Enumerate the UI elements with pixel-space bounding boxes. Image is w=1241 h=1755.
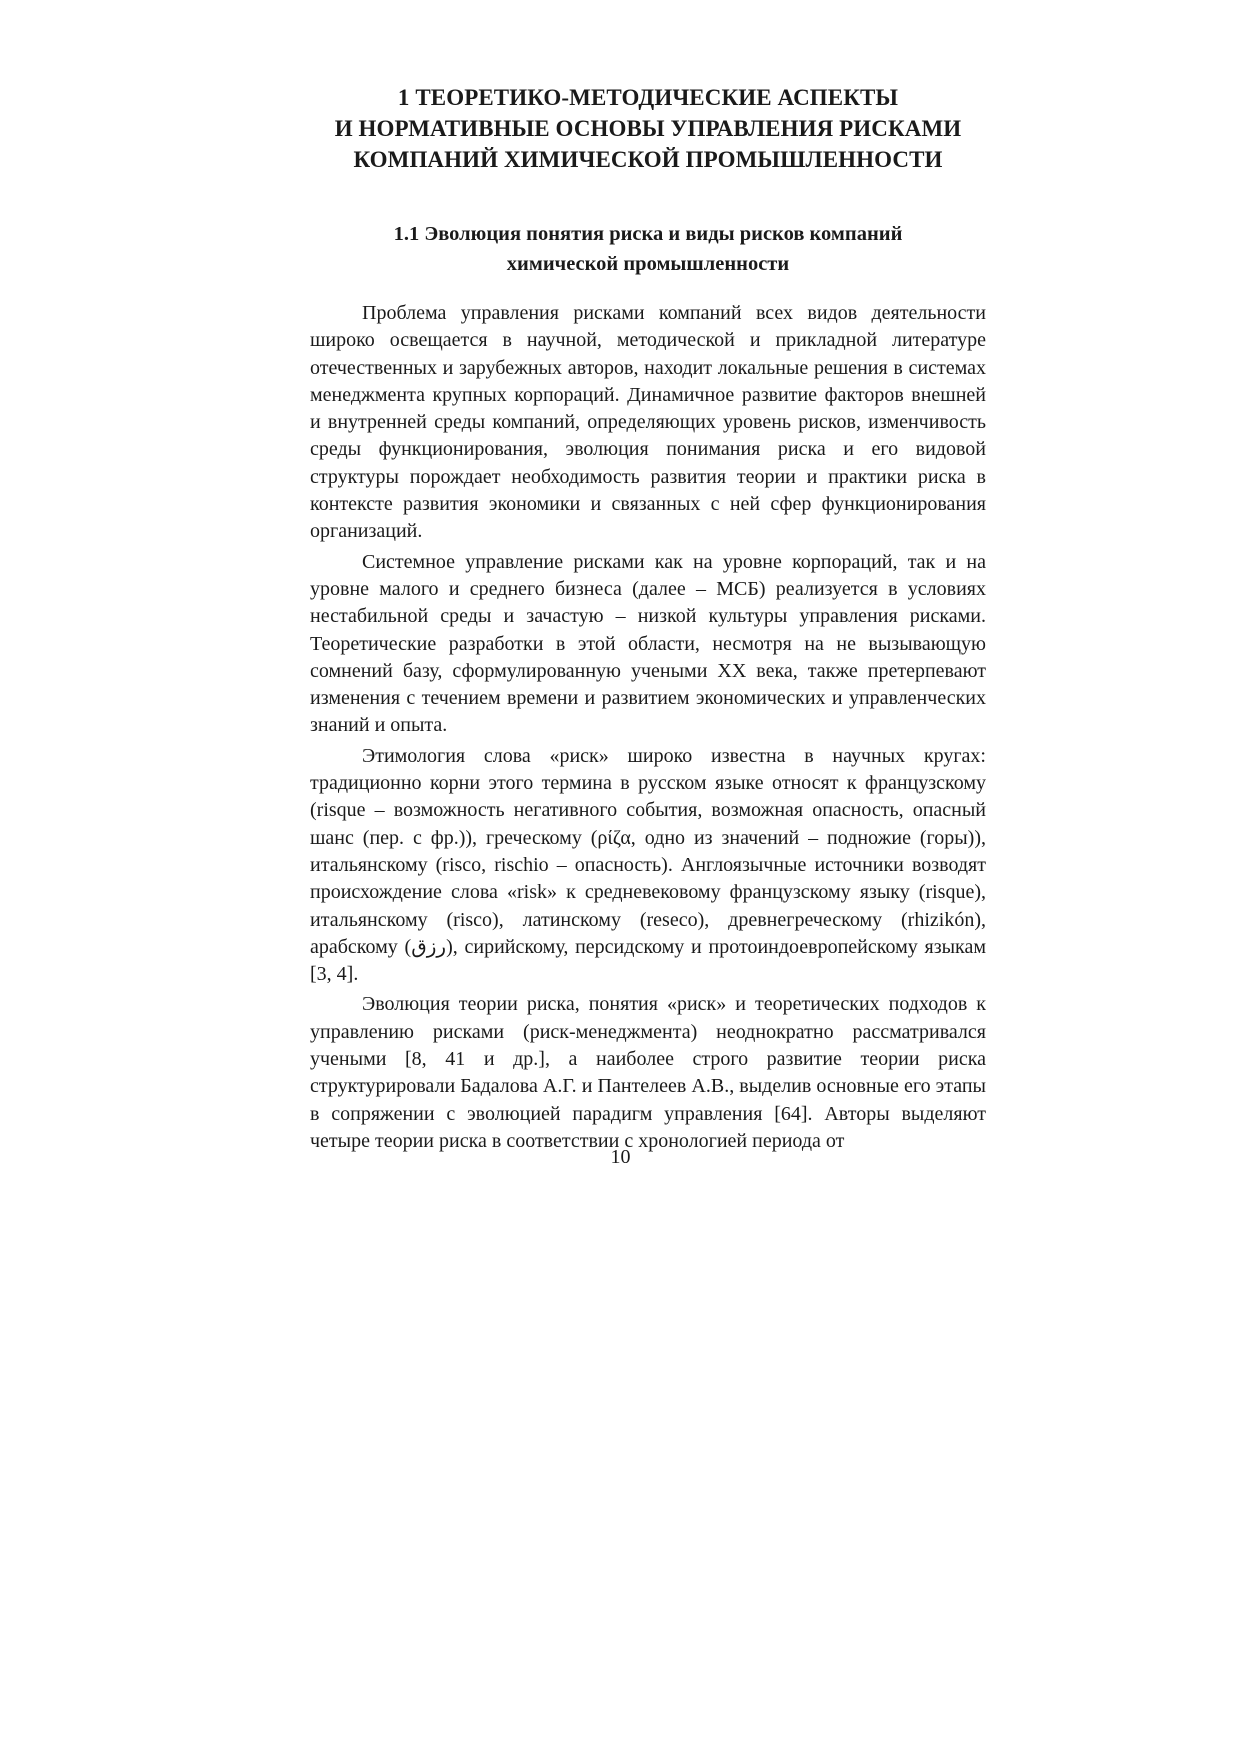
paragraph: Системное управление рисками как на уровне корпораций, так и на уровне малого и среднего бизнеса (далее – МСБ) реализуется в условиях нестабильной среды и зачастую – низкой культуры управления рисками. Теоретические разработки в этой области, несмотря на не вызывающую сомнений базу, сформулированную учеными XX века, также претерпевают изменения с течением времени и развитием экономических и управленческих знаний и опыта. (310, 550, 986, 737)
paragraph: Этимология слова «риск» широко известна в научных кругах: традиционно корни этого термина в русском языке относят к французскому (risque – возможность негативного события, возможная опасность, опасный шанс (пер. с фр.)), греческому (ρίζα, одно из значений – подножие (горы)), итальянскому (risco, rischio – опасность). Англоязычные источники возводят происхождение слова «risk» к средневековому французскому языку (risque), итальянскому (risco), латинскому (reseco), древнегреческому (rhizikón), арабскому (رزق), сирийскому, персидскому и протоиндоевропейскому языкам [3, 4]. (310, 744, 986, 986)
paragraph: Эволюция теории риска, понятия «риск» и теоретических подходов к управлению рисками (риск-менеджмента) неоднократно рассматривался учеными [8, 41 и др.], а наиболее строго развитие теории риска структурировали Бадалова А.Г. и Пантелеев А.В., выделив основные его этапы в сопряжении с эволюцией парадигм управления [64]. Авторы выделяют четыре теории риска в соответствии с хронологией периода от (310, 993, 986, 1152)
section-title-line: химической промышленности (506, 253, 790, 275)
section-title (310, 219, 986, 279)
paragraph: Проблема управления рисками компаний всех видов деятельности широко освещается в научной, методической и прикладной литературе отечественных и зарубежных авторов, находит локальные решения в системах менеджмента крупных корпораций. Динамичное развитие факторов внешней и внутренней среды компаний, определяющих уровень рисков, изменчивость среды функционирования, эволюция понимания риска и его видовой структуры порождает необходимость развития теории и практики риска в контексте развития экономики и связанных с ней сфер функционирования организаций. (310, 302, 986, 543)
chapter-title-line: 1 ТЕОРЕТИКО-МЕТОДИЧЕСКИЕ АСПЕКТЫ (397, 85, 899, 110)
chapter-title-line: КОМПАНИЙ ХИМИЧЕСКОЙ ПРОМЫШЛЕННОСТИ (353, 147, 943, 172)
page-content (310, 82, 986, 1155)
page-number: 10 (610, 1146, 631, 1168)
section-title-line: 1.1 Эволюция понятия риска и виды рисков компаний (393, 223, 903, 245)
body-text (310, 300, 986, 1155)
chapter-title (310, 82, 986, 175)
chapter-title-line: И НОРМАТИВНЫЕ ОСНОВЫ УПРАВЛЕНИЯ РИСКАМИ (334, 116, 962, 141)
